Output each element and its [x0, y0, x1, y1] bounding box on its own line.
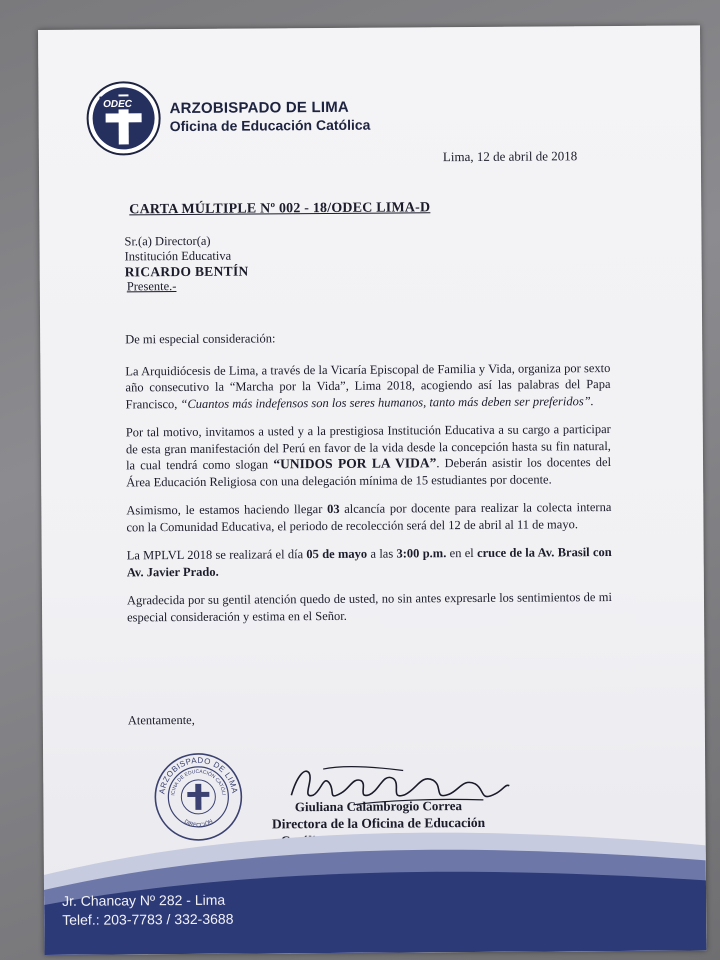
addressee-line1: Sr.(a) Director(a) — [124, 233, 211, 249]
footer-band — [44, 815, 707, 955]
footer-contact — [62, 891, 234, 930]
seal-inner-text: OFICINA DE EDUCACIÓN CATÓLICA — [170, 768, 227, 796]
paragraph-4 — [127, 544, 612, 580]
letter-title: CARTA MÚLTIPLE Nº 002 - 18/ODEC LIMA-D — [129, 200, 431, 218]
school-name: RICARDO BENTÍN — [124, 263, 249, 280]
alcancia-count: 03 — [326, 501, 340, 516]
presente-label: Presente.- — [126, 279, 177, 294]
closing: Atentamente, — [127, 712, 195, 728]
slogan: “UNIDOS POR LA VIDA” — [273, 455, 437, 472]
seal-ring-text: ARZOBISPADO DE LIMA — [157, 755, 240, 795]
salutation: De mi especial consideración: — [125, 331, 276, 347]
pope-quote: “Cuantos más indefensos son los seres humanos, tanto más deben ser preferidos”. — [180, 393, 594, 411]
paragraph-2 — [126, 421, 611, 490]
paragraph-3-b: alcancía por docente para realizar la colecta interna con la Comunidad Educativa, el periodo de recolección será del 12 de abril al 11 de mayo. — [126, 500, 612, 534]
paragraph-5: Agradecida por su gentil atención quedo de usted, no sin antes expresarle los sentimientos de mi especial consideración y estima en el Señor. — [126, 590, 613, 624]
march-date: 05 de mayo — [306, 546, 368, 562]
org-office: Oficina de Educación Católica — [169, 116, 371, 135]
paragraph-4-c: en el — [446, 545, 478, 561]
paragraph-4-a: La MPLVL 2018 se realizará el día — [126, 547, 307, 563]
odec-logo — [85, 80, 162, 157]
org-name: ARZOBISPADO DE LIMA — [169, 98, 349, 118]
paragraph-1-text: La Arquidiócesis de Lima, a través de la Vicaría Episcopal de Familia y Vida, organiza por sexto año consecutivo la “Marcha por la Vida”, Lima 2018, acogiendo así las palabras del Papa Francisco, — [125, 360, 611, 411]
signer-name: Giuliana Calambrogio Correa — [294, 798, 463, 815]
logo-text: ODEC — [103, 98, 133, 111]
addressee-block — [124, 234, 248, 295]
organization-header — [169, 99, 370, 134]
paragraph-2-text: Por tal motivo, invitamos a usted y a la prestigiosa Institución Educativa a su cargo a participar de esta gran manifestación del Perú en favor de la vida desde la concepción hasta su fin natural, la cual tendrá como slogan — [125, 422, 611, 473]
paragraph-3 — [126, 499, 611, 535]
letter-page — [38, 25, 706, 955]
letter-body — [125, 328, 612, 637]
footer-phone: Telef.: 203-7783 / 332-3688 — [62, 910, 234, 928]
signer-title-1: Directora de la Oficina de Educación — [271, 814, 486, 832]
paragraph-2-rest: . Deberán asistir los docentes del Área Educación Religiosa con una delegación mínima de 15 estudiantes por docente. — [126, 455, 612, 489]
footer-address: Jr. Chancay Nº 282 - Lima — [62, 891, 226, 909]
letter-date: Lima, 12 de abril de 2018 — [442, 148, 578, 165]
seal-bottom-text: DIRECCIÓN — [182, 818, 215, 829]
march-time: 3:00 p.m. — [396, 546, 447, 561]
paragraph-4-b: a las — [367, 546, 397, 561]
march-place: cruce de la Av. Brasil con Av. Javier Prado. — [126, 545, 612, 579]
paragraph-1 — [125, 360, 610, 413]
addressee-line2: Institución Educativa — [124, 248, 232, 264]
paragraph-3-a: Asimismo, le estamos haciendo llegar — [126, 501, 328, 518]
